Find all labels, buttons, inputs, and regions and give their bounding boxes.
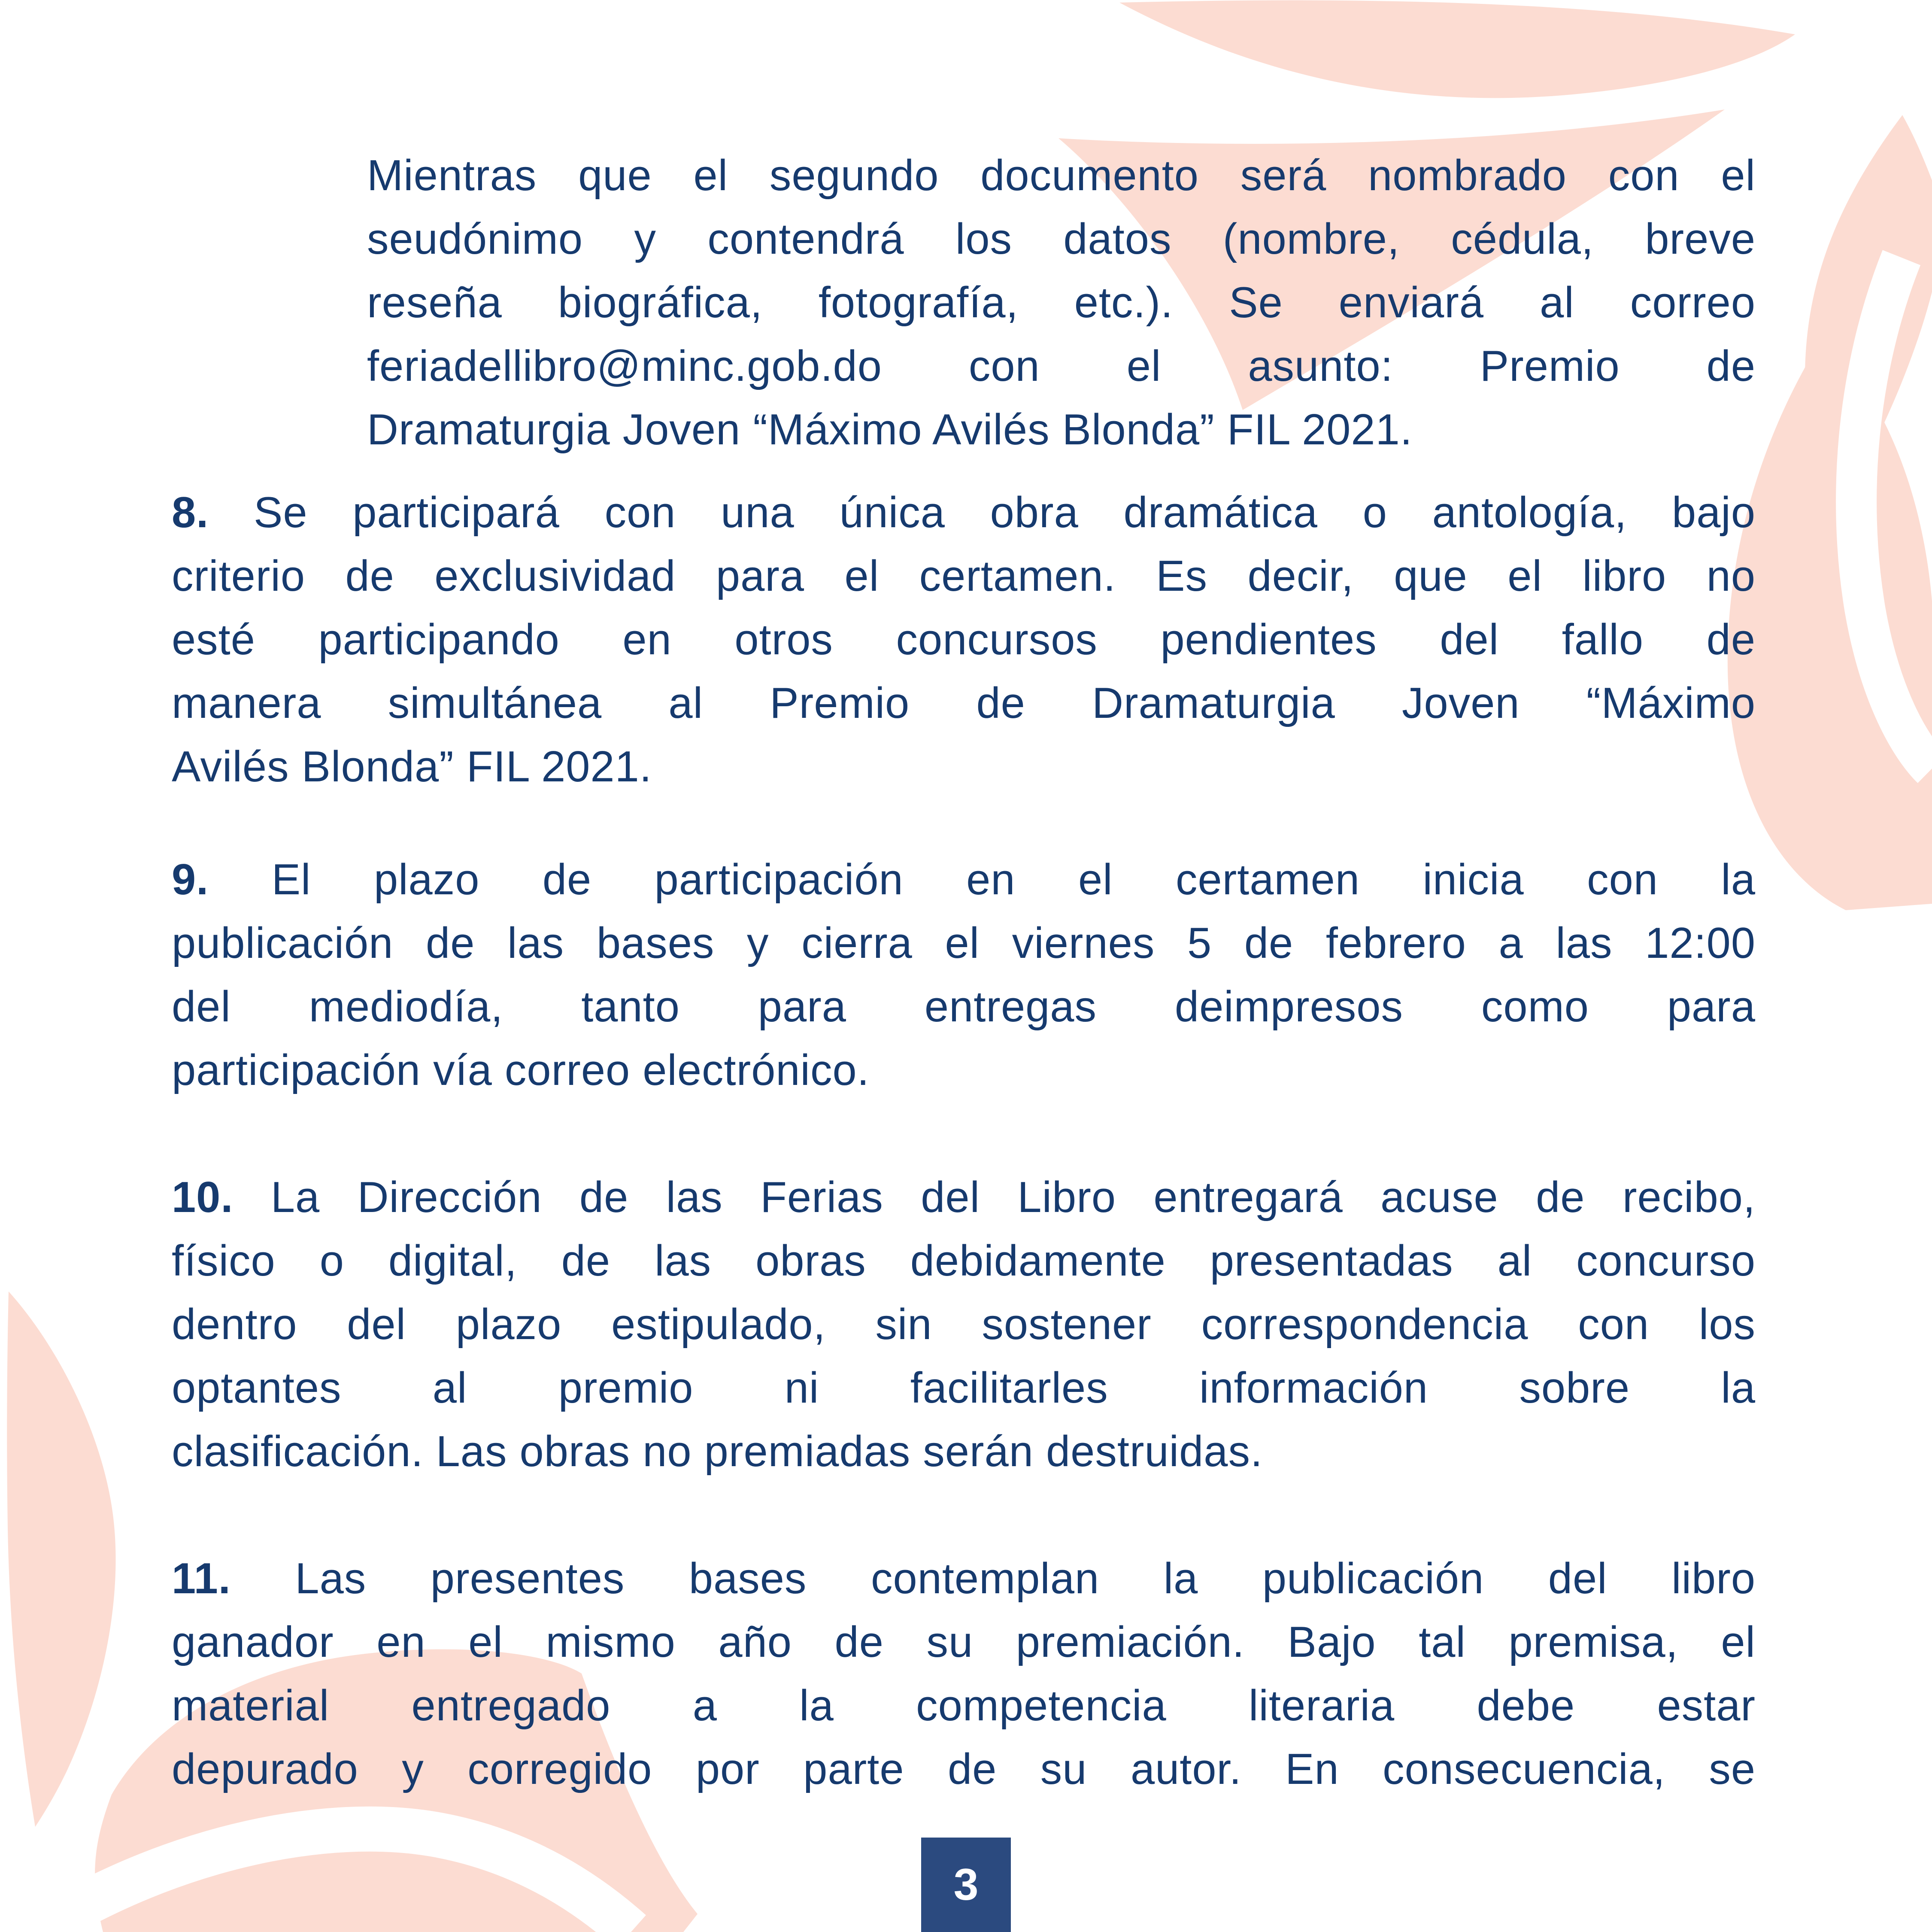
item-number: 11.: [172, 1555, 231, 1603]
text-line: clasificación. Las obras no premiadas serán destruidas.: [172, 1428, 1263, 1476]
text-line: Avilés Blonda” FIL 2021.: [172, 743, 652, 791]
page-number: 3: [953, 1860, 979, 1910]
text-line: feriadellibro@minc.gob.do con el asunto: Premio de: [367, 342, 1756, 390]
text-line: reseña biográfica, fotografía, etc.). Se enviará al correo: [367, 279, 1756, 327]
paragraph-item-8: [172, 481, 1756, 799]
paragraph-intro-continuation: [367, 144, 1756, 462]
text-line: Mientras que el segundo documento será nombrado con el: [367, 152, 1756, 200]
text-line: 8. Se participará con una única obra dramática o antología, bajo: [172, 489, 1756, 537]
text-line: manera simultánea al Premio de Dramaturgia Joven “Máximo: [172, 679, 1756, 727]
text-line: participación vía correo electrónico.: [172, 1046, 870, 1094]
text-line: criterio de exclusividad para el certamen. Es decir, que el libro no: [172, 552, 1756, 600]
text-line: depurado y corregido por parte de su autor. En consecuencia, se: [172, 1745, 1756, 1793]
text-line: ganador en el mismo año de su premiación. Bajo tal premisa, el: [172, 1618, 1756, 1666]
paragraph-item-9: [172, 848, 1756, 1102]
text-line: optantes al premio ni facilitarles información sobre la: [172, 1364, 1756, 1412]
text-line: Dramaturgia Joven “Máximo Avilés Blonda” FIL 2021.: [367, 406, 1413, 454]
text-line: seudónimo y contendrá los datos (nombre, cédula, breve: [367, 215, 1756, 263]
item-number: 10.: [172, 1173, 234, 1221]
page-number-box: [921, 1838, 1011, 1932]
text-line: material entregado a la competencia literaria debe estar: [172, 1682, 1756, 1730]
paragraph-item-10: [172, 1166, 1756, 1483]
text-line: 10. La Dirección de las Ferias del Libro entregará acuse de recibo,: [172, 1173, 1756, 1221]
text-line: dentro del plazo estipulado, sin sostener correspondencia con los: [172, 1300, 1756, 1349]
item-number: 9.: [172, 856, 209, 904]
item-number: 8.: [172, 489, 209, 537]
text-line: 11. Las presentes bases contemplan la publicación del libro: [172, 1555, 1756, 1603]
text-line: publicación de las bases y cierra el viernes 5 de febrero a las 12:00: [172, 919, 1756, 967]
text-line: esté participando en otros concursos pendientes del fallo de: [172, 616, 1756, 664]
text-line: físico o digital, de las obras debidamente presentadas al concurso: [172, 1237, 1756, 1285]
paragraph-item-11: [172, 1547, 1756, 1801]
text-line: 9. El plazo de participación en el certamen inicia con la: [172, 856, 1756, 904]
text-line: del mediodía, tanto para entregas deimpresos como para: [172, 983, 1756, 1031]
